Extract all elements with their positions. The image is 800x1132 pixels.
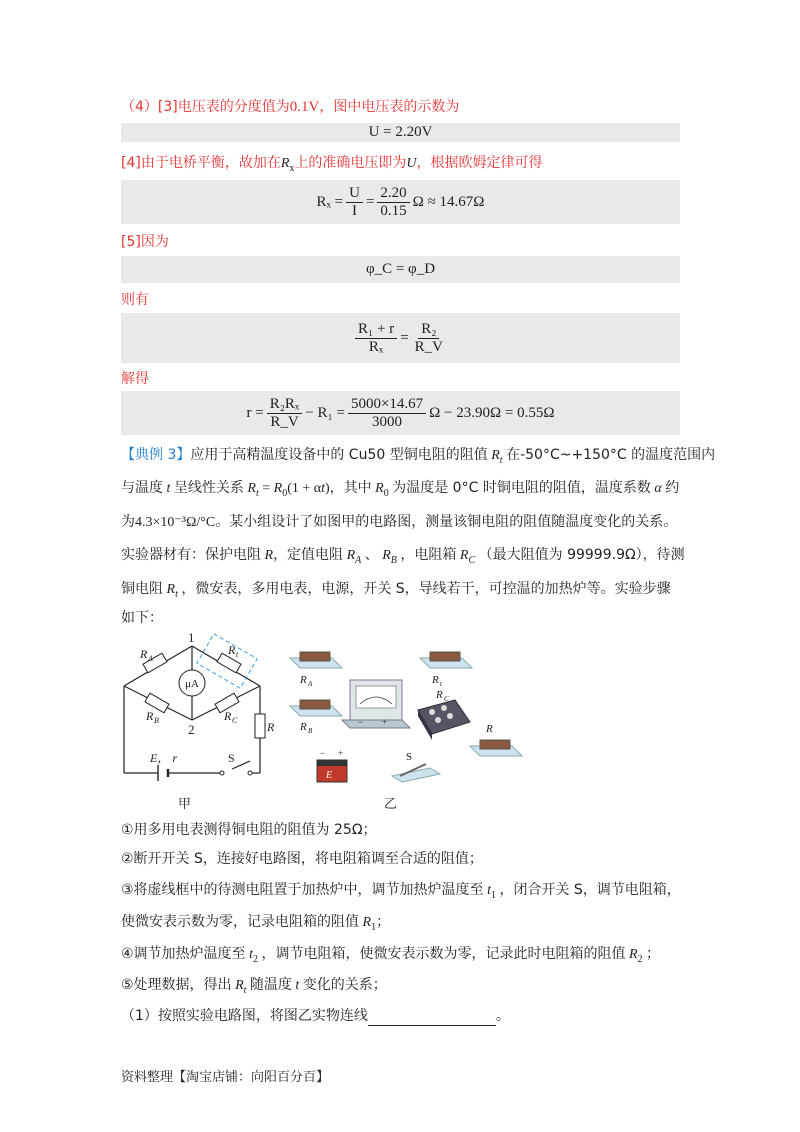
example-text-3c: 。某小组设计了如图甲的电路图，测量该铜电阻的阻值随温度变化的关系。 [215, 514, 678, 530]
example-text-2a: 与温度 [121, 480, 163, 496]
formula-voltage: U = 2.20V [368, 124, 433, 140]
step-4-text-a: ④调节加热炉温度至 [121, 946, 246, 962]
example-line-5 [121, 579, 681, 605]
step-5 [121, 975, 681, 1001]
example-text-4e: （最大阻值为 99999.9Ω），待测 [478, 547, 685, 563]
alpha-value: 4.3×10⁻³Ω/°C [135, 515, 216, 530]
rc-symbol: $R_C$ [459, 548, 476, 566]
part-number: （4） [121, 99, 158, 115]
svg-text:+: + [338, 748, 344, 758]
frac-den-i: I [352, 202, 358, 219]
rt-symbol-2: $R_t$ [166, 582, 178, 600]
formula-box-voltage [121, 123, 680, 142]
formula-box-phi [121, 256, 680, 283]
frac-num-220: 2.20 [377, 185, 409, 203]
rb-symbol: $R_B$ [382, 548, 397, 566]
step-1: ①用多用电表测得铜电阻的阻值为 25Ω； [121, 822, 377, 838]
svg-text:+: + [382, 717, 388, 727]
svg-text:C: C [232, 716, 238, 725]
example-text-2b: 呈线性关系 [173, 480, 244, 496]
step-3-line-1 [121, 880, 681, 906]
step-3-text-b: ，闭合开关 S，调节电阻箱， [499, 882, 681, 898]
scale-value: 0.1V [289, 99, 320, 115]
rx-symbol: $R_x$ [280, 156, 295, 174]
r2-symbol: $R_2$ [628, 947, 643, 965]
formula-r [121, 391, 680, 435]
ratio-den-left: Rₓ [368, 338, 384, 355]
apparatus-rc-box [418, 689, 470, 740]
apparatus-r [470, 723, 522, 756]
apparatus-switch [392, 751, 440, 782]
svg-text:A: A [148, 654, 153, 663]
example-text-2e: 约 [665, 480, 680, 496]
r-frac2-den: 3000 [372, 413, 403, 430]
answer-4-text-2: 上的准确电压即为 [294, 155, 407, 171]
example-tag: 【典例 3】 [121, 447, 191, 463]
ra-symbol: $R_A$ [346, 548, 362, 566]
formula-box-ratio [121, 313, 680, 363]
apparatus-rt [420, 652, 472, 688]
step-3-text-c: 使微安表示数为零，记录电阻箱的阻值 [121, 914, 359, 930]
question-1-text: （1）按照实验电路图，将图乙实物连线 [121, 1008, 368, 1024]
example-line-4 [121, 545, 685, 571]
formula-ratio: $\frac{\text{R₁ + r}}{\text{Rₓ}}$ = $\frac{\text{R₂}}{R\_V}$ [121, 313, 680, 363]
example-text-4a: 实验器材有：保护电阻 [121, 547, 261, 563]
formula-rx-tail: Ω ≈ 14.67Ω [412, 193, 485, 210]
t-symbol-2: t [295, 978, 300, 993]
example-text-2c: ，其中 [329, 480, 372, 496]
svg-text:t: t [236, 650, 239, 659]
ratio-num-left: R₁ + r [355, 321, 397, 339]
linear-formula: $R_t = R_0(1 + \alpha t)$ [247, 481, 330, 499]
svg-text:R: R [436, 689, 443, 701]
answer-4-text-3: ，根据欧姆定律可得 [416, 155, 543, 171]
example-text-5b: ，微安表，多用电表，电源，开关 S，导线若干，可控温的加热炉等。实验步骤 [181, 581, 671, 597]
figure-label-yi: 乙 [384, 796, 398, 811]
svg-text:C: C [444, 695, 449, 703]
svg-text:R: R [432, 674, 439, 686]
svg-text:R: R [146, 709, 154, 723]
question-1 [121, 1006, 681, 1026]
svg-text:A: A [308, 680, 313, 688]
switch-label: S [228, 751, 235, 765]
svg-text:−: − [320, 748, 326, 758]
circuit-figure [110, 628, 670, 813]
svg-text:R: R [140, 647, 148, 661]
formula-r-tail: Ω − 23.90Ω = 0.55Ω [429, 404, 555, 421]
alpha-symbol: α [654, 481, 662, 496]
figure-label-jia: 甲 [178, 796, 192, 811]
frac-den-015: 0.15 [380, 202, 407, 219]
svg-text:B: B [308, 727, 313, 735]
rt-symbol-3: $R_t$ [235, 978, 247, 996]
question-1-end: 。 [495, 1008, 510, 1024]
answer-3-line [121, 97, 681, 117]
r-symbol: R [264, 548, 274, 563]
svg-text:t: t [440, 680, 442, 688]
rt-symbol: $R_t$ [491, 448, 503, 466]
microammeter [179, 670, 205, 696]
example-text-4c: 、 [364, 547, 379, 563]
r1-symbol: $R_1$ [362, 915, 377, 933]
apparatus-rb [290, 700, 342, 735]
example-text-1b: 在-50°C~+150°C 的温度范围内 [506, 447, 716, 463]
resistor-r [255, 714, 265, 738]
example-line-6: 如下： [121, 610, 163, 626]
svg-text:R: R [486, 723, 493, 735]
example-line-2 [121, 478, 681, 504]
solve-label: 解得 [121, 371, 149, 387]
t2-symbol: $t_2$ [249, 947, 258, 965]
formula-r-lhs: r = [246, 404, 264, 421]
example-text-2d: 为温度是 0°C 时铜电阻的阻值，温度系数 [392, 480, 651, 496]
answer-3-text-2: ，图中电压表的示数为 [319, 99, 460, 115]
example-text-1a: 应用于高精温度设备中的 Cu50 型铜电阻的阻值 [190, 447, 488, 463]
node-1-label: 1 [188, 630, 195, 645]
step-4-text-c: ； [646, 946, 661, 962]
step-3-text-a: ③将虚线框中的待测电阻置于加热炉中，调节加热炉温度至 [121, 882, 484, 898]
ratio-den-right: R_V [414, 338, 443, 355]
step-5-text-c: 变化的关系； [302, 977, 387, 993]
svg-text:S: S [406, 751, 413, 763]
step-5-text-a: ⑤处理数据，得出 [121, 977, 232, 993]
svg-text:R: R [300, 721, 307, 733]
step-3-line-2 [121, 912, 681, 938]
node-2-label: 2 [188, 722, 195, 737]
footer-note: 资料整理【淘宝店铺：向阳百分百】 [121, 1070, 330, 1085]
formula-r-mid: − R₁ = [305, 404, 345, 421]
step-3-text-d: ； [376, 914, 391, 930]
step-2: ②断开开关 S，连接好电路图，将电阻箱调至合适的阻值； [121, 851, 483, 867]
t1-symbol: $t_1$ [487, 883, 496, 901]
svg-text:E: E [326, 770, 333, 781]
formula-rx-lhs: Rₓ = [316, 193, 344, 210]
step-5-text-b: 随温度 [249, 977, 292, 993]
r-label: R [267, 720, 275, 734]
r-frac1-num: R₂Rₓ [267, 396, 303, 414]
answer-4-line [121, 153, 681, 179]
then-label: 则有 [121, 292, 149, 308]
example-line-1 [121, 445, 716, 471]
r-frac1-den: R_V [270, 413, 299, 430]
battery-label: E， r [150, 751, 178, 765]
frac-num-u: U [346, 185, 363, 203]
battery [158, 765, 168, 781]
example-text-4b: ，定值电阻 [273, 547, 344, 563]
svg-text:R: R [224, 709, 232, 723]
answer-3-text: [3]电压表的分度值为 [157, 99, 290, 115]
svg-text:−: − [358, 717, 364, 727]
u-symbol: U [406, 156, 417, 171]
resistor-rt [197, 634, 257, 688]
t-symbol: t [166, 481, 171, 496]
ratio-num-right: R₂ [418, 321, 439, 339]
step-4 [121, 944, 681, 970]
apparatus-microammeter [342, 680, 410, 728]
formula-box-r [121, 391, 680, 435]
svg-text:R: R [300, 674, 307, 686]
apparatus-ra [290, 652, 342, 688]
formula-phi: φ_C = φ_D [365, 261, 436, 277]
svg-text:R: R [228, 643, 236, 657]
meter-label: μA [185, 678, 199, 690]
r-frac2-num: 5000×14.67 [348, 396, 426, 414]
answer-blank[interactable] [368, 1011, 496, 1026]
answer-4-text-1: [4]由于电桥平衡，故加在 [121, 155, 281, 171]
r0-symbol: $R_0$ [375, 481, 389, 499]
example-text-3a: 为 [121, 514, 135, 530]
step-4-text-b: ，调节电阻箱，使微安表示数为零，记录此时电阻箱的阻值 [261, 946, 626, 962]
example-line-3 [121, 512, 681, 533]
svg-text:B: B [154, 716, 159, 725]
answer-5-label: [5]因为 [121, 234, 169, 250]
apparatus-battery [317, 748, 347, 782]
formula-box-rx [121, 180, 680, 224]
example-text-5a: 铜电阻 [121, 581, 163, 597]
example-text-4d: ，电阻箱 [400, 547, 457, 563]
formula-rx: Rₓ = $\frac{U}{I}$ = $\frac{2.20}{0.15}$ Ω ≈ 14.67Ω [316, 184, 485, 219]
